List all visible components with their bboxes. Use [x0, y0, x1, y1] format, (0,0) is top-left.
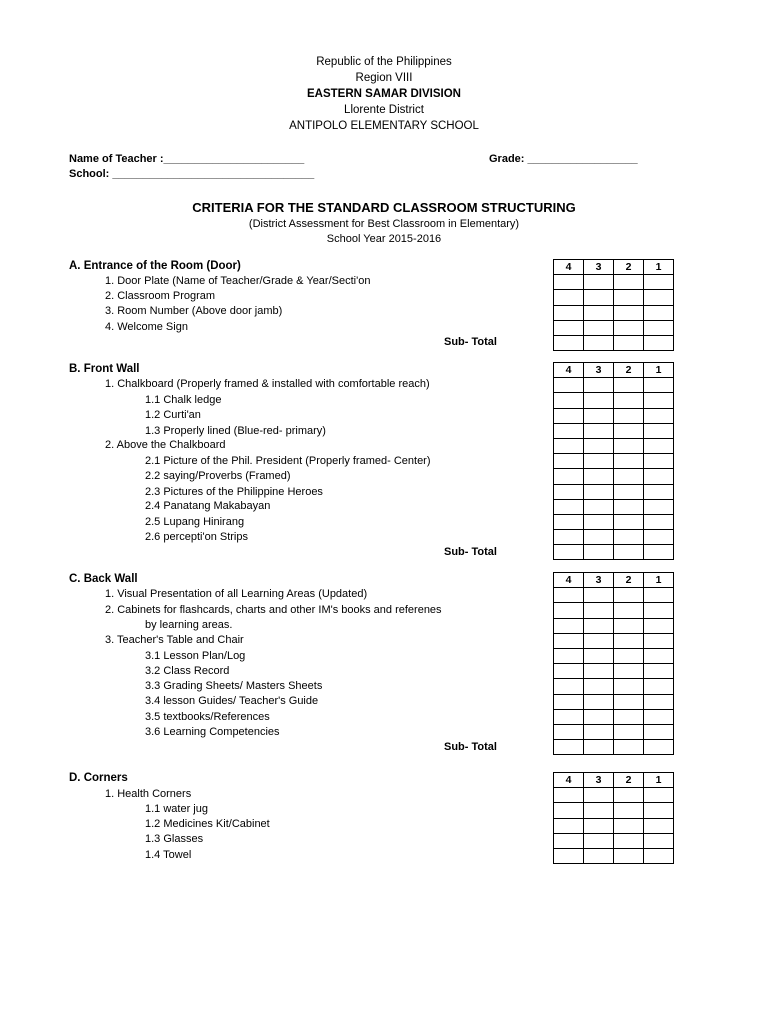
- score-cell: [584, 740, 614, 755]
- teacher-name-field: Name of Teacher :_______________________: [69, 153, 305, 165]
- score-cell: [584, 679, 614, 694]
- score-cell: [644, 530, 674, 545]
- score-cell: [614, 499, 644, 514]
- score-row: [554, 803, 674, 818]
- score-cell: [644, 788, 674, 803]
- score-cell: [554, 514, 584, 529]
- score-row: [554, 740, 674, 755]
- score-cell: [644, 603, 674, 618]
- score-cell: [614, 588, 644, 603]
- score-cell: [554, 803, 584, 818]
- score-cell: [614, 709, 644, 724]
- score-cell: [614, 408, 644, 423]
- score-cell: [614, 514, 644, 529]
- score-row: [554, 469, 674, 484]
- score-cell: [584, 438, 614, 453]
- score-header-cell: 3: [584, 260, 614, 275]
- score-cell: [644, 679, 674, 694]
- score-header-cell: 4: [554, 260, 584, 275]
- score-cell: [584, 724, 614, 739]
- score-cell: [554, 408, 584, 423]
- score-cell: [644, 588, 674, 603]
- score-cell: [554, 469, 584, 484]
- header-division: EASTERN SAMAR DIVISION: [307, 88, 461, 100]
- score-row: [554, 320, 674, 335]
- score-cell: [644, 633, 674, 648]
- score-row: [554, 408, 674, 423]
- document-title: CRITERIA FOR THE STANDARD CLASSROOM STRUCTURING: [192, 200, 576, 215]
- score-cell: [584, 618, 614, 633]
- section-c-score-grid: [553, 572, 674, 755]
- score-cell: [584, 530, 614, 545]
- score-header-cell: 1: [644, 573, 674, 588]
- score-row: [554, 378, 674, 393]
- score-cell: [584, 848, 614, 863]
- score-cell: [584, 423, 614, 438]
- score-cell: [614, 803, 644, 818]
- score-cell: [644, 408, 674, 423]
- score-cell: [584, 454, 614, 469]
- score-cell: [584, 788, 614, 803]
- score-cell: [614, 545, 644, 560]
- section-b-item: 1.1 Chalk ledge: [145, 394, 222, 406]
- score-cell: [614, 833, 644, 848]
- section-b-subtotal: Sub- Total: [444, 546, 497, 558]
- score-header-cell: 2: [614, 363, 644, 378]
- score-cell: [644, 514, 674, 529]
- score-cell: [644, 305, 674, 320]
- section-b-item: 1. Chalkboard (Properly framed & installed with comfortable reach): [105, 378, 430, 390]
- section-a-subtotal: Sub- Total: [444, 336, 497, 348]
- section-b-item: 2. Above the Chalkboard: [105, 439, 226, 451]
- score-cell: [614, 848, 644, 863]
- score-cell: [554, 818, 584, 833]
- section-c-item: 3. Teacher's Table and Chair: [105, 634, 244, 646]
- score-header-row: [554, 573, 674, 588]
- score-cell: [584, 499, 614, 514]
- document-subtitle: (District Assessment for Best Classroom in Elementary): [248, 218, 520, 230]
- score-cell: [554, 679, 584, 694]
- grade-field: Grade: __________________: [489, 153, 638, 165]
- section-c-item: 1. Visual Presentation of all Learning Areas (Updated): [105, 588, 368, 600]
- score-cell: [614, 378, 644, 393]
- section-d-item: 1. Health Corners: [105, 788, 192, 800]
- section-d-item: 1.4 Towel: [145, 849, 192, 861]
- score-header-cell: 3: [584, 363, 614, 378]
- section-d-item: 1.1 water jug: [145, 803, 208, 815]
- score-row: [554, 514, 674, 529]
- score-cell: [554, 740, 584, 755]
- section-b-item: 2.5 Lupang Hinirang: [145, 516, 245, 528]
- score-cell: [644, 724, 674, 739]
- section-c-item: by learning areas.: [145, 619, 233, 631]
- score-cell: [584, 694, 614, 709]
- score-cell: [554, 438, 584, 453]
- score-row: [554, 848, 674, 863]
- score-cell: [644, 648, 674, 663]
- score-cell: [584, 603, 614, 618]
- score-cell: [614, 679, 644, 694]
- section-b-score-grid: [553, 362, 674, 560]
- section-a-item: 3. Room Number (Above door jamb): [105, 305, 283, 317]
- score-cell: [584, 709, 614, 724]
- score-cell: [584, 275, 614, 290]
- score-cell: [644, 833, 674, 848]
- score-row: [554, 275, 674, 290]
- score-cell: [554, 530, 584, 545]
- score-cell: [644, 803, 674, 818]
- score-cell: [554, 664, 584, 679]
- score-cell: [614, 484, 644, 499]
- score-row: [554, 709, 674, 724]
- score-cell: [554, 335, 584, 350]
- section-b-title: B. Front Wall: [69, 363, 140, 375]
- section-b-item: 1.2 Curti'an: [145, 409, 201, 421]
- header-region: Region VIII: [355, 72, 413, 84]
- score-cell: [614, 530, 644, 545]
- score-cell: [614, 618, 644, 633]
- score-cell: [644, 469, 674, 484]
- score-cell: [584, 393, 614, 408]
- school-field: School: _________________________________: [69, 168, 315, 180]
- score-cell: [644, 545, 674, 560]
- score-header-cell: 4: [554, 573, 584, 588]
- score-cell: [644, 484, 674, 499]
- score-row: [554, 603, 674, 618]
- section-d-item: 1.2 Medicines Kit/Cabinet: [145, 818, 270, 830]
- score-cell: [644, 499, 674, 514]
- score-cell: [584, 588, 614, 603]
- header-republic: Republic of the Philippines: [316, 56, 452, 68]
- score-header-cell: 4: [554, 773, 584, 788]
- score-cell: [614, 335, 644, 350]
- score-cell: [584, 833, 614, 848]
- score-row: [554, 648, 674, 663]
- score-cell: [554, 618, 584, 633]
- section-d-score-grid: [553, 772, 674, 864]
- score-cell: [614, 469, 644, 484]
- score-cell: [584, 514, 614, 529]
- section-a-item: 2. Classroom Program: [105, 290, 216, 302]
- score-row: [554, 290, 674, 305]
- section-c-title: C. Back Wall: [69, 573, 138, 585]
- score-row: [554, 335, 674, 350]
- score-cell: [644, 335, 674, 350]
- score-header-cell: 1: [644, 363, 674, 378]
- score-cell: [554, 633, 584, 648]
- score-cell: [614, 633, 644, 648]
- score-header-cell: 4: [554, 363, 584, 378]
- section-b-item: 2.1 Picture of the Phil. President (Properly framed- Center): [145, 455, 431, 467]
- score-cell: [614, 320, 644, 335]
- score-row: [554, 633, 674, 648]
- score-cell: [554, 454, 584, 469]
- score-row: [554, 664, 674, 679]
- score-header-cell: 1: [644, 260, 674, 275]
- score-cell: [584, 633, 614, 648]
- score-row: [554, 484, 674, 499]
- score-cell: [554, 545, 584, 560]
- score-cell: [644, 423, 674, 438]
- section-a-item: 1. Door Plate (Name of Teacher/Grade & Year/Secti'on: [105, 275, 371, 287]
- school-year: School Year 2015-2016: [326, 233, 442, 245]
- score-cell: [614, 724, 644, 739]
- score-cell: [644, 393, 674, 408]
- score-cell: [644, 454, 674, 469]
- section-b-item: 2.3 Pictures of the Philippine Heroes: [145, 486, 323, 498]
- score-cell: [554, 275, 584, 290]
- score-cell: [584, 305, 614, 320]
- score-row: [554, 530, 674, 545]
- score-cell: [614, 818, 644, 833]
- score-cell: [584, 664, 614, 679]
- score-cell: [554, 788, 584, 803]
- score-cell: [554, 709, 584, 724]
- header-district: Llorente District: [344, 104, 424, 116]
- score-cell: [584, 378, 614, 393]
- score-cell: [614, 454, 644, 469]
- score-cell: [614, 275, 644, 290]
- section-d-title: D. Corners: [69, 772, 128, 784]
- section-b-item: 1.3 Properly lined (Blue-red- primary): [145, 425, 326, 437]
- score-cell: [584, 408, 614, 423]
- score-cell: [554, 499, 584, 514]
- score-row: [554, 788, 674, 803]
- score-cell: [644, 320, 674, 335]
- score-row: [554, 305, 674, 320]
- score-cell: [614, 664, 644, 679]
- score-cell: [614, 305, 644, 320]
- section-a-title: A. Entrance of the Room (Door): [69, 260, 241, 272]
- score-header-row: [554, 363, 674, 378]
- score-cell: [584, 335, 614, 350]
- score-cell: [554, 484, 584, 499]
- score-row: [554, 393, 674, 408]
- score-cell: [644, 378, 674, 393]
- section-c-item: 3.6 Learning Competencies: [145, 726, 280, 738]
- score-header-cell: 2: [614, 573, 644, 588]
- score-header-row: [554, 773, 674, 788]
- score-cell: [614, 788, 644, 803]
- score-cell: [554, 648, 584, 663]
- score-cell: [584, 290, 614, 305]
- score-cell: [554, 694, 584, 709]
- score-cell: [614, 423, 644, 438]
- score-cell: [644, 618, 674, 633]
- score-cell: [584, 469, 614, 484]
- score-cell: [554, 320, 584, 335]
- score-cell: [614, 694, 644, 709]
- score-cell: [584, 818, 614, 833]
- score-row: [554, 818, 674, 833]
- score-cell: [554, 848, 584, 863]
- section-b-item: 2.6 percepti'on Strips: [145, 531, 248, 543]
- score-cell: [554, 588, 584, 603]
- score-cell: [614, 438, 644, 453]
- score-cell: [644, 275, 674, 290]
- section-b-item: 2.2 saying/Proverbs (Framed): [145, 470, 291, 482]
- score-cell: [584, 803, 614, 818]
- header-school: ANTIPOLO ELEMENTARY SCHOOL: [289, 120, 479, 132]
- score-row: [554, 545, 674, 560]
- score-cell: [554, 393, 584, 408]
- score-cell: [644, 694, 674, 709]
- score-cell: [554, 833, 584, 848]
- score-cell: [584, 648, 614, 663]
- score-row: [554, 438, 674, 453]
- score-cell: [554, 603, 584, 618]
- score-cell: [644, 290, 674, 305]
- score-cell: [554, 305, 584, 320]
- score-cell: [644, 438, 674, 453]
- score-cell: [644, 709, 674, 724]
- section-d-item: 1.3 Glasses: [145, 833, 204, 845]
- score-cell: [644, 664, 674, 679]
- score-row: [554, 423, 674, 438]
- score-cell: [554, 378, 584, 393]
- section-c-item: 2. Cabinets for flashcards, charts and other IM's books and referenes: [105, 604, 442, 616]
- score-row: [554, 694, 674, 709]
- score-cell: [614, 603, 644, 618]
- score-cell: [614, 290, 644, 305]
- score-cell: [614, 648, 644, 663]
- score-header-cell: 3: [584, 573, 614, 588]
- section-c-item: 3.2 Class Record: [145, 665, 230, 677]
- section-c-item: 3.4 lesson Guides/ Teacher's Guide: [145, 695, 319, 707]
- score-row: [554, 499, 674, 514]
- score-cell: [584, 484, 614, 499]
- score-header-cell: 2: [614, 260, 644, 275]
- score-cell: [554, 423, 584, 438]
- score-row: [554, 833, 674, 848]
- section-a-score-grid: [553, 259, 674, 351]
- section-c-item: 3.5 textbooks/References: [145, 711, 270, 723]
- score-cell: [584, 545, 614, 560]
- score-cell: [644, 740, 674, 755]
- score-row: [554, 724, 674, 739]
- score-cell: [644, 818, 674, 833]
- score-row: [554, 454, 674, 469]
- score-cell: [584, 320, 614, 335]
- score-header-cell: 1: [644, 773, 674, 788]
- score-header-cell: 3: [584, 773, 614, 788]
- score-header-cell: 2: [614, 773, 644, 788]
- score-cell: [644, 848, 674, 863]
- score-header-row: [554, 260, 674, 275]
- section-a-item: 4. Welcome Sign: [105, 321, 188, 333]
- score-row: [554, 618, 674, 633]
- section-c-item: 3.1 Lesson Plan/Log: [145, 650, 246, 662]
- section-c-item: 3.3 Grading Sheets/ Masters Sheets: [145, 680, 323, 692]
- section-b-item: 2.4 Panatang Makabayan: [145, 500, 271, 512]
- score-cell: [614, 393, 644, 408]
- score-cell: [554, 724, 584, 739]
- score-row: [554, 679, 674, 694]
- score-cell: [614, 740, 644, 755]
- score-row: [554, 588, 674, 603]
- score-cell: [554, 290, 584, 305]
- section-c-subtotal: Sub- Total: [444, 741, 497, 753]
